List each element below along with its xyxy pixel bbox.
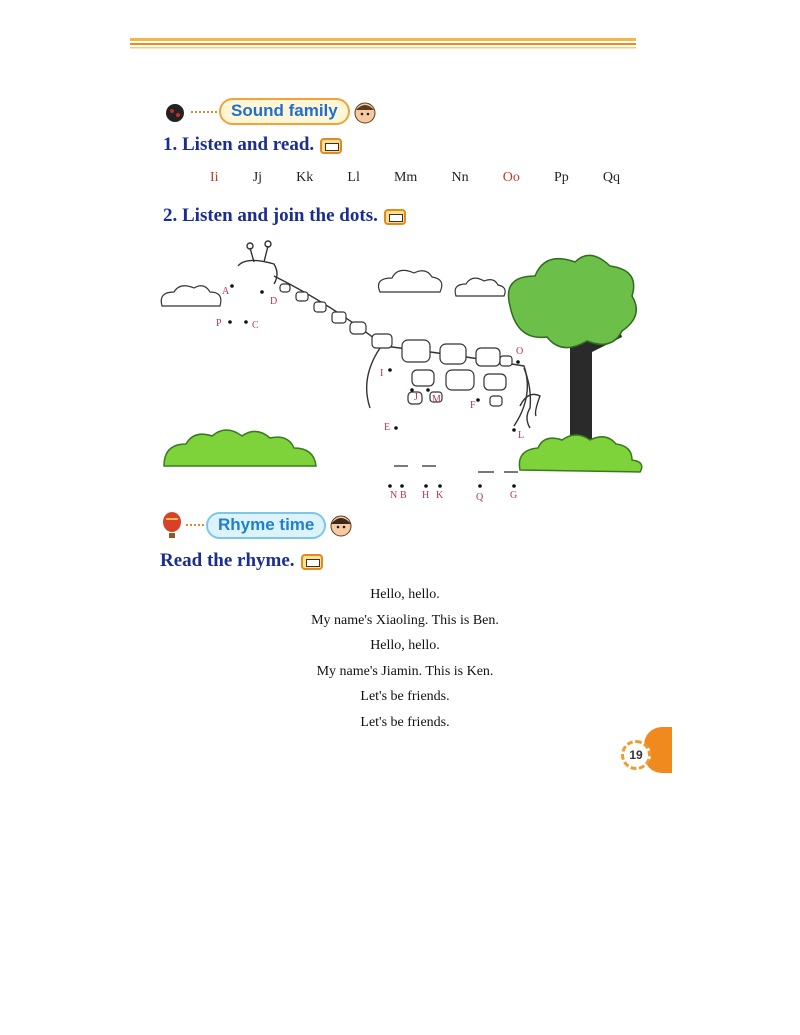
rhyme-line: My name's Xiaoling. This is Ben. [311, 612, 499, 628]
cassette-icon[interactable] [301, 554, 323, 570]
dot-label-f: F [470, 400, 476, 411]
dot-label-c: C [252, 320, 259, 331]
dot-label-o: O [516, 346, 524, 357]
letter-item: Ii [210, 170, 219, 185]
hot-air-balloon-icon [160, 511, 184, 539]
dot-label-d: D [270, 296, 278, 307]
dot-label-p: P [216, 318, 222, 329]
letter-item: Pp [553, 170, 569, 185]
rhyme-line: Hello, hello. [370, 638, 440, 653]
letter-item: Jj [252, 170, 263, 185]
cloud-left [161, 286, 221, 306]
letter-item: Kk [296, 170, 314, 185]
dot-label-e: E [384, 422, 391, 433]
cloud-middle [379, 270, 442, 292]
sound-family-header [163, 98, 378, 125]
cassette-icon[interactable] [384, 209, 406, 225]
bush-left [164, 430, 316, 466]
child-face-icon [328, 513, 354, 537]
dot-label-q: Q [476, 492, 484, 503]
dotted-line [191, 111, 217, 113]
dot-label-i: I [380, 368, 384, 379]
sound-family-title: Sound family [219, 98, 350, 125]
dot-label-g: G [510, 490, 518, 501]
dot-label-b: B [400, 490, 407, 501]
letter-row [210, 170, 620, 186]
rhyme-line: Let's be friends. [360, 714, 450, 730]
cloud-right [455, 278, 505, 296]
rhyme-line: Let's be friends. [360, 689, 450, 704]
dot-label-m: M [432, 394, 441, 405]
dotted-line [186, 524, 204, 526]
child-face-icon [352, 100, 378, 124]
dot-label-k: K [436, 490, 444, 501]
letter-item: Qq [602, 170, 620, 185]
dot-label-n: N [390, 490, 398, 501]
bush-right [519, 435, 641, 472]
rhyme-time-title: Rhyme time [206, 512, 326, 539]
dot-label-a: A [222, 286, 230, 297]
giraffe-dot-to-dot-illustration [150, 236, 650, 506]
dot-label-l: L [518, 430, 525, 441]
dot-label-j: J [414, 392, 418, 403]
dot-label-h: H [422, 490, 430, 501]
rhyme-line: Hello, hello. [370, 587, 440, 602]
join-dots-heading: 2. Listen and join the dots. [163, 205, 406, 227]
rhyme-time-header [160, 511, 354, 539]
letter-item: Mm [393, 170, 418, 185]
page-number: 19 [621, 740, 651, 770]
ladybug-icon [163, 101, 189, 123]
listen-read-heading: 1. Listen and read. [163, 134, 342, 156]
read-rhyme-heading: Read the rhyme. [160, 550, 323, 572]
rhyme-line: My name's Jiamin. This is Ken. [316, 663, 494, 679]
letter-item: Nn [451, 170, 469, 185]
top-decorative-band [130, 36, 636, 50]
letter-item: Ll [347, 170, 360, 185]
cassette-icon[interactable] [320, 138, 342, 154]
rhyme-text [230, 582, 580, 735]
letter-item: Oo [502, 170, 520, 185]
giraffe-spots [280, 284, 512, 406]
giraffe-legs [394, 466, 518, 472]
